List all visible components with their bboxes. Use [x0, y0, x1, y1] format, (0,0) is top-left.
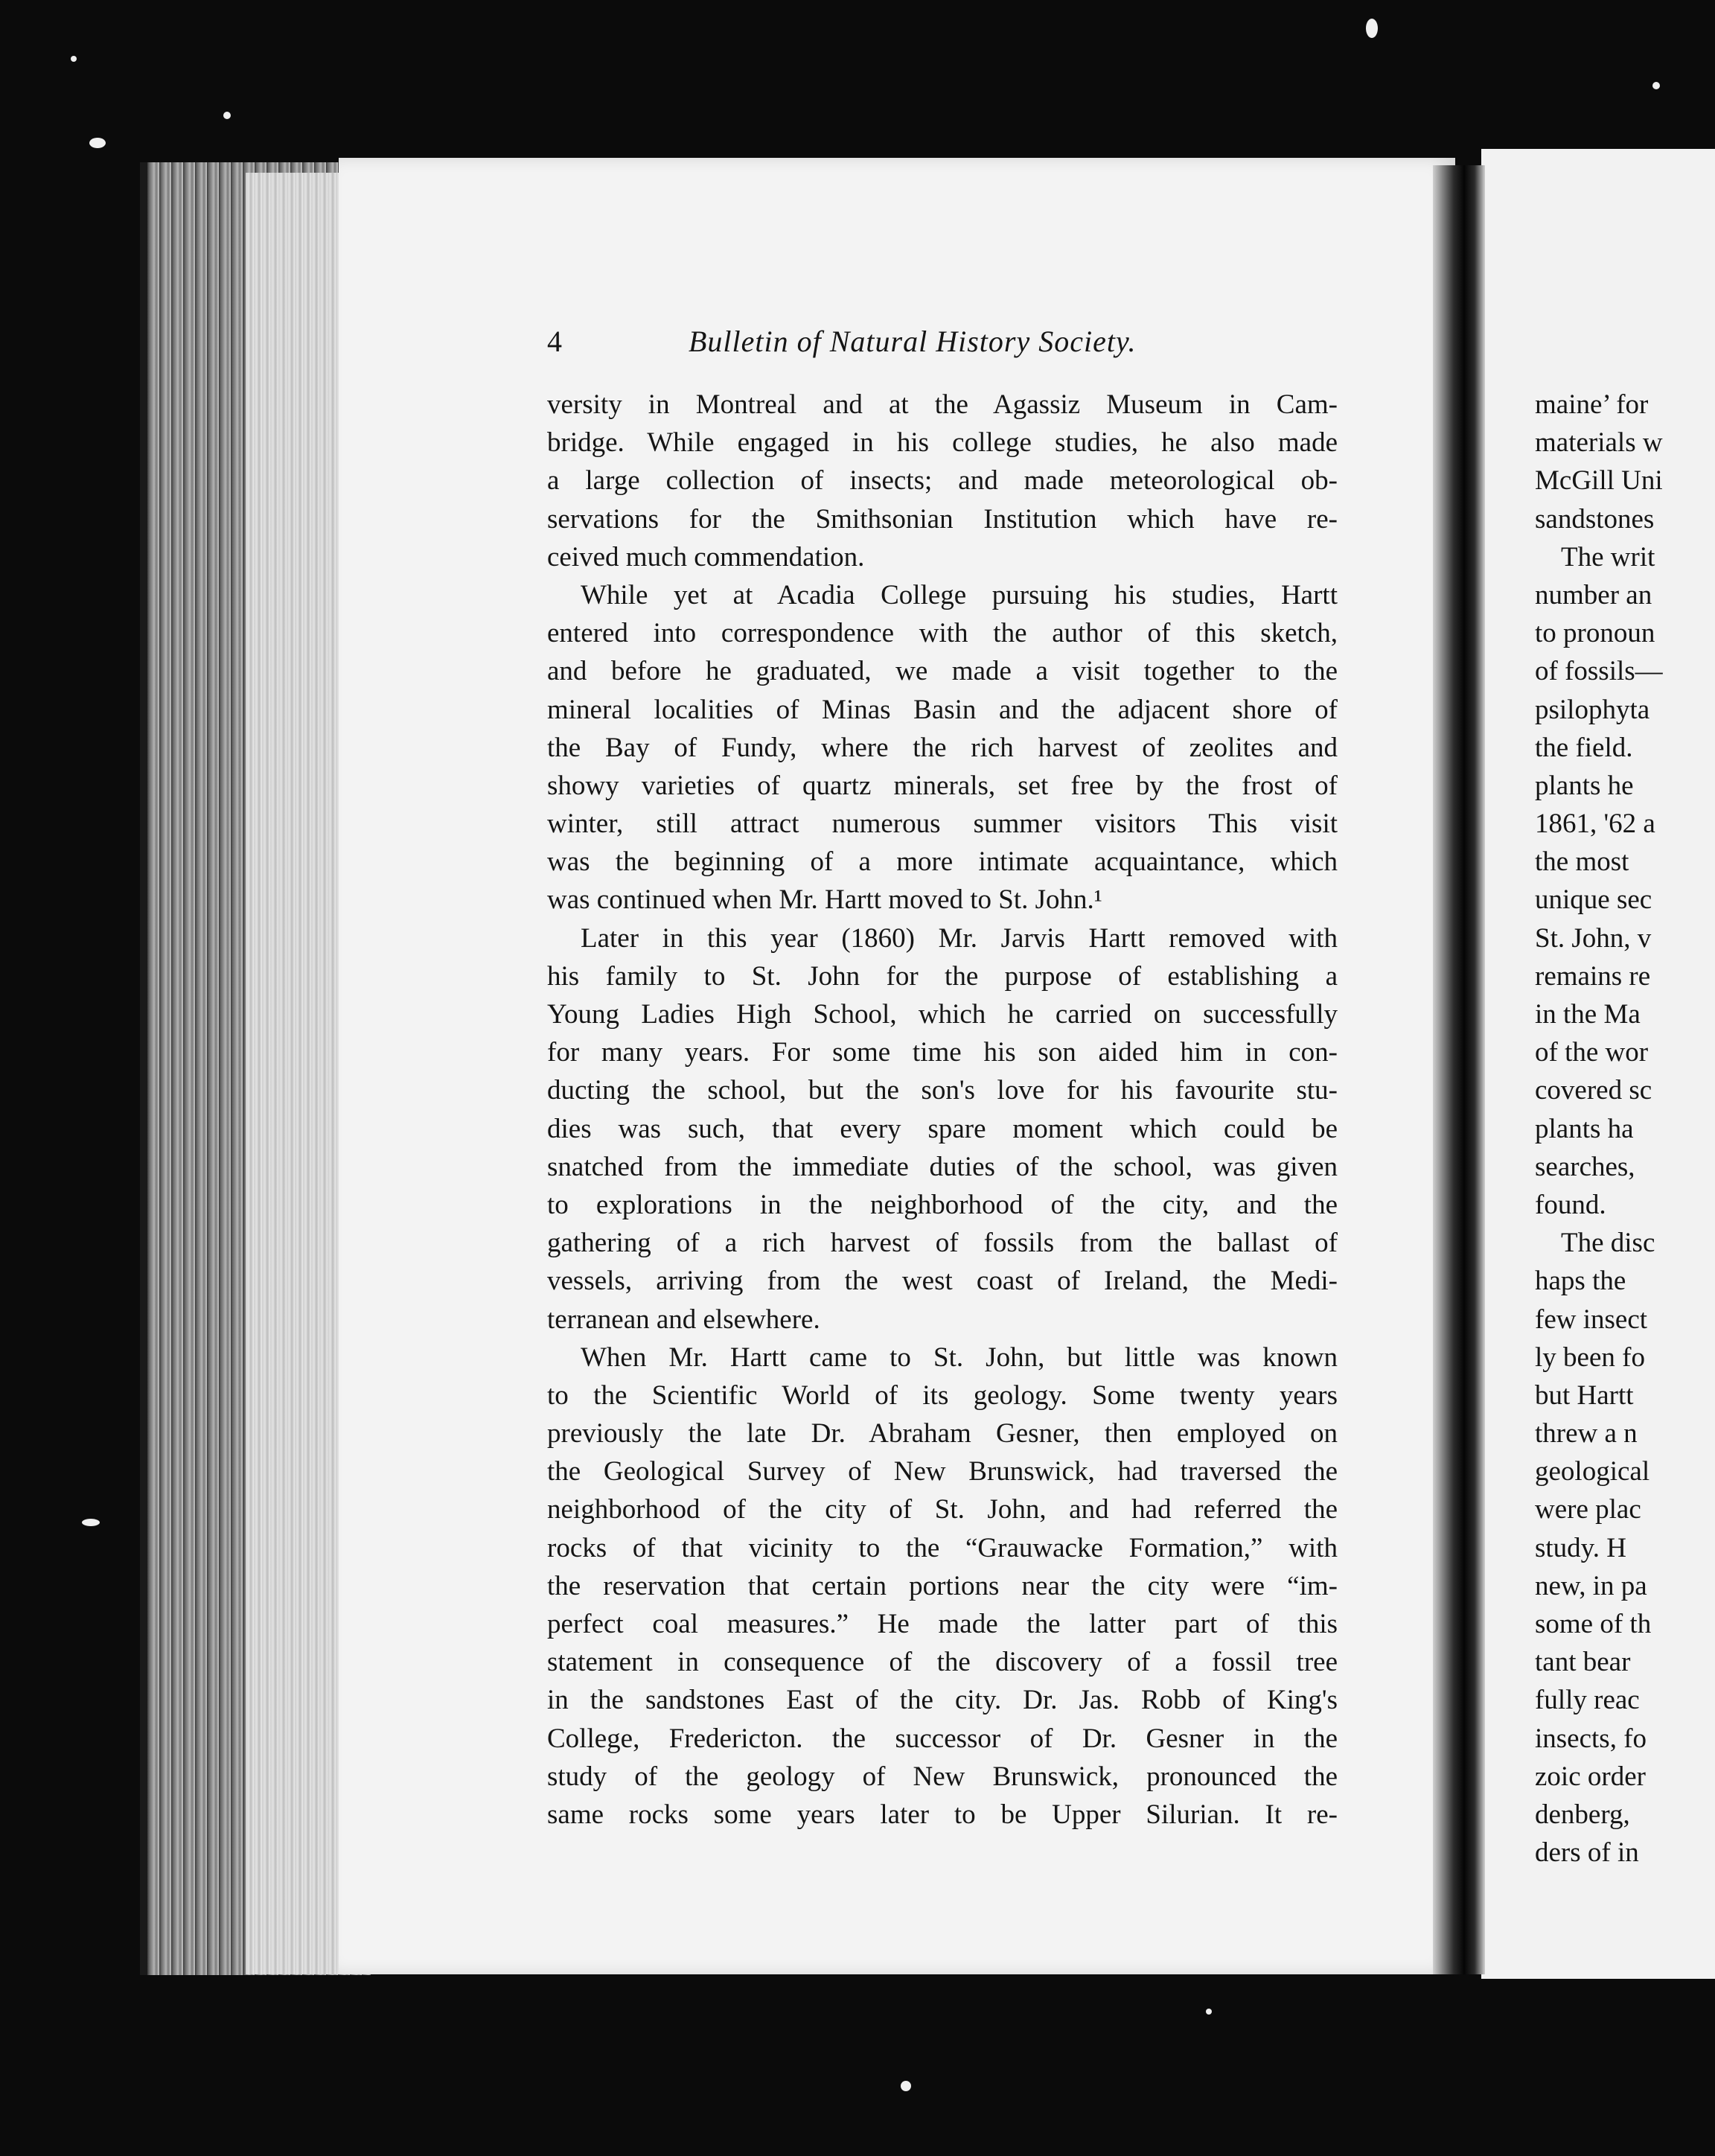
text-line: denberg,: [1535, 1799, 1630, 1830]
running-head: [547, 316, 1329, 369]
text-line: ducting the school, but the son's love for his favourite stu-: [547, 1075, 1338, 1106]
text-line: St. John, v: [1535, 922, 1652, 954]
left-page-body-text: [547, 386, 1338, 1834]
scan-speck: [89, 138, 106, 148]
text-line: the most: [1535, 846, 1629, 878]
scan-speck: [901, 2081, 911, 2091]
text-line: gathering of a rich harvest of fossils from the ballast of: [547, 1228, 1338, 1259]
page-heading: Bulletin of Natural History Society.: [689, 325, 1137, 358]
text-line: While yet at Acadia College pursuing his studies, Hartt: [581, 579, 1338, 610]
text-line: threw a n: [1535, 1418, 1638, 1449]
text-line: were plac: [1535, 1494, 1641, 1525]
text-line: of fossils—: [1535, 656, 1663, 687]
text-line: the Bay of Fundy, where the rich harvest of zeolites and: [547, 732, 1338, 763]
text-line: snatched from the immediate duties of the school, was given: [547, 1151, 1338, 1182]
text-line: found.: [1535, 1189, 1606, 1220]
text-line: new, in pa: [1535, 1570, 1647, 1601]
text-line: maine’ for: [1535, 389, 1649, 420]
text-line: plants ha: [1535, 1113, 1634, 1144]
text-line: The disc: [1561, 1228, 1655, 1259]
text-line: mineral localities of Minas Basin and the adjacent shore of: [547, 694, 1338, 725]
text-line: Later in this year (1860) Mr. Jarvis Hartt removed with: [581, 922, 1338, 954]
text-line: study. H: [1535, 1532, 1626, 1563]
text-line: the Geological Survey of New Brunswick, had traversed the: [547, 1456, 1338, 1487]
text-line: fully reac: [1535, 1685, 1640, 1716]
text-line: number an: [1535, 579, 1652, 610]
text-line: terranean and elsewhere.: [547, 1304, 820, 1335]
text-line: rocks of that vicinity to the “Grauwacke Formation,” with: [547, 1532, 1338, 1563]
text-line: previously the late Dr. Abraham Gesner, then employed on: [547, 1418, 1338, 1449]
text-line: a large collection of insects; and made meteorological ob-: [547, 465, 1338, 497]
text-line: in the Ma: [1535, 999, 1641, 1030]
text-line: perfect coal measures.” He made the latter part of this: [547, 1609, 1338, 1639]
text-line: the reservation that certain portions near the city were “im-: [547, 1570, 1338, 1601]
text-line: statement in consequence of the discovery of a fossil tree: [547, 1647, 1338, 1678]
text-line: bridge. While engaged in his college studies, he also made: [547, 427, 1338, 459]
text-line: sandstones: [1535, 503, 1655, 535]
text-line: 1861, '62 a: [1535, 808, 1655, 840]
text-line: covered sc: [1535, 1075, 1652, 1106]
text-line: in the sandstones East of the city. Dr. Jas. Robb of King's: [547, 1685, 1338, 1716]
right-page-body-text: [1535, 386, 1715, 1872]
text-line: psilophyta: [1535, 694, 1650, 725]
scan-speck: [82, 1519, 100, 1526]
text-line: The writ: [1561, 541, 1655, 573]
scan-speck: [223, 112, 231, 119]
text-line: zoic order: [1535, 1761, 1646, 1792]
scan-speck: [1652, 82, 1660, 89]
text-line: vessels, arriving from the west coast of Ireland, the Medi-: [547, 1266, 1338, 1297]
text-line: searches,: [1535, 1151, 1635, 1182]
text-line: Young Ladies High School, which he carried on successfully: [547, 999, 1338, 1030]
scan-speck: [1206, 2009, 1212, 2015]
scan-speck: [71, 56, 77, 62]
text-line: materials w: [1535, 427, 1663, 459]
page-number: 4: [547, 325, 562, 358]
text-line: showy varieties of quartz minerals, set free by the frost of: [547, 770, 1338, 801]
text-line: entered into correspondence with the author of this sketch,: [547, 618, 1338, 649]
text-line: to the Scientific World of its geology. Some twenty years: [547, 1380, 1338, 1411]
text-line: was the beginning of a more intimate acquaintance, which: [547, 846, 1338, 878]
text-line: unique sec: [1535, 884, 1652, 916]
text-line: for many years. For some time his son aided him in con-: [547, 1037, 1338, 1068]
text-line: College, Fredericton. the successor of Dr. Gesner in the: [547, 1723, 1338, 1754]
text-line: to explorations in the neighborhood of the city, and the: [547, 1189, 1338, 1220]
text-line: the field.: [1535, 732, 1633, 763]
text-line: geological: [1535, 1456, 1650, 1487]
text-line: of the wor: [1535, 1037, 1649, 1068]
text-line: McGill Uni: [1535, 465, 1663, 497]
text-line: insects, fo: [1535, 1723, 1647, 1754]
text-line: winter, still attract numerous summer visitors This visit: [547, 808, 1338, 840]
text-line: same rocks some years later to be Upper Silurian. It re-: [547, 1799, 1338, 1830]
text-line: ceived much commendation.: [547, 541, 865, 573]
text-line: was continued when Mr. Hartt moved to St. John.¹: [547, 884, 1102, 916]
book-gutter: [1433, 165, 1485, 1974]
text-line: versity in Montreal and at the Agassiz Museum in Cam-: [547, 389, 1338, 420]
text-line: dies was such, that every spare moment which could be: [547, 1113, 1338, 1144]
text-line: haps the: [1535, 1266, 1626, 1297]
text-line: remains re: [1535, 960, 1651, 992]
text-line: but Hartt: [1535, 1380, 1634, 1411]
text-line: tant bear: [1535, 1647, 1631, 1678]
text-line: few insect: [1535, 1304, 1648, 1335]
text-line: some of th: [1535, 1609, 1652, 1639]
text-line: study of the geology of New Brunswick, pronounced the: [547, 1761, 1338, 1792]
text-line: ders of in: [1535, 1837, 1639, 1869]
text-line: plants he: [1535, 770, 1634, 801]
text-line: servations for the Smithsonian Institution which have re-: [547, 503, 1338, 535]
text-line: to pronoun: [1535, 618, 1655, 649]
text-line: neighborhood of the city of St. John, and had referred the: [547, 1494, 1338, 1525]
text-line: When Mr. Hartt came to St. John, but little was known: [581, 1342, 1338, 1373]
text-line: ly been fo: [1535, 1342, 1645, 1373]
scan-speck: [1366, 19, 1378, 38]
text-line: and before he graduated, we made a visit together to the: [547, 656, 1338, 687]
text-line: his family to St. John for the purpose of establishing a: [547, 960, 1338, 992]
